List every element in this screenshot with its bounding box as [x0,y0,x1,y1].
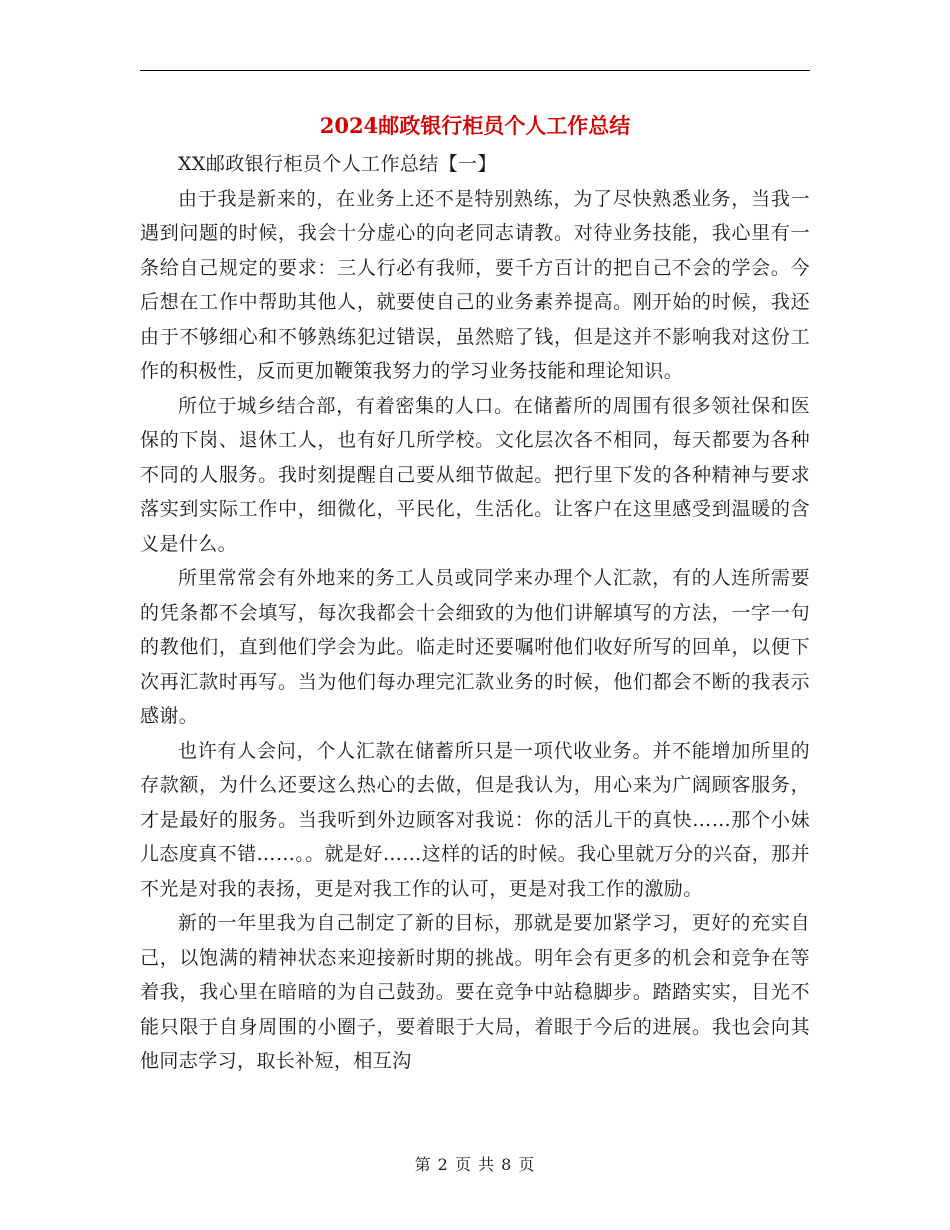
header-rule [140,70,810,71]
document-title: 2024邮政银行柜员个人工作总结 [319,113,631,138]
paragraph: 由于我是新来的，在业务上还不是特别熟练，为了尽快熟悉业务，当我一遇到问题的时候，我会十分虚心的向老同志请教。对待业务技能，我心里有一条给自己规定的要求：三人行必有我师，要千方百计的把自己不会的学会。今后想在工作中帮助其他人，就要使自己的业务素养提高。刚开始的时候，我还由于不够细心和不够熟练犯过错误，虽然赔了钱，但是这并不影响我对这份工作的积极性，反而更加鞭策我努力的学习业务技能和理论知识。 [140,187,810,382]
paragraph: 也许有人会问，个人汇款在储蓄所只是一项代收业务。并不能增加所里的存款额，为什么还要这么热心的去做，但是我认为，用心来为广阔顾客服务，才是最好的服务。当我听到外边顾客对我说：你的活儿干的真快……那个小妹儿态度真不错……。。就是好……这样的话的时候。我心里就万分的兴奋，那并不光是对我的表扬，更是对我工作的认可，更是对我工作的激励。 [140,739,810,900]
paragraph: 所里常常会有外地来的务工人员或同学来办理个人汇款，有的人连所需要的凭条都不会填写，每次我都会十会细致的为他们讲解填写的方法，一字一句的教他们，直到他们学会为此。临走时还要嘱咐他们收好所写的回单，以便下次再汇款时再写。当为他们每办理完汇款业务的时候，他们都会不断的我表示感谢。 [140,567,810,727]
section-heading: XX邮政银行柜员个人工作总结【一】 [178,153,497,175]
paragraph: 新的一年里我为自己制定了新的目标，那就是要加紧学习，更好的充实自己，以饱满的精神状态来迎接新时期的挑战。明年会有更多的机会和竞争在等着我，我心里在暗暗的为自己鼓劲。要在竞争中站稳脚步。踏踏实实，目光不能只限于自身周围的小圈子，要着眼于大局，着眼于今后的进展。我也会向其他同志学习，取长补短，相互沟 [140,912,810,1072]
document-body [140,147,810,1079]
page-number: 第 2 页 共 8 页 [414,1155,536,1174]
paragraph: 所位于城乡结合部，有着密集的人口。在储蓄所的周围有很多领社保和医保的下岗、退休工人，也有好几所学校。文化层次各不相同，每天都要为各种不同的人服务。我时刻提醒自己要从细节做起。把行里下发的各种精神与要求落实到实际工作中，细微化，平民化，生活化。让客户在这里感受到温暖的含义是什么。 [140,394,810,555]
